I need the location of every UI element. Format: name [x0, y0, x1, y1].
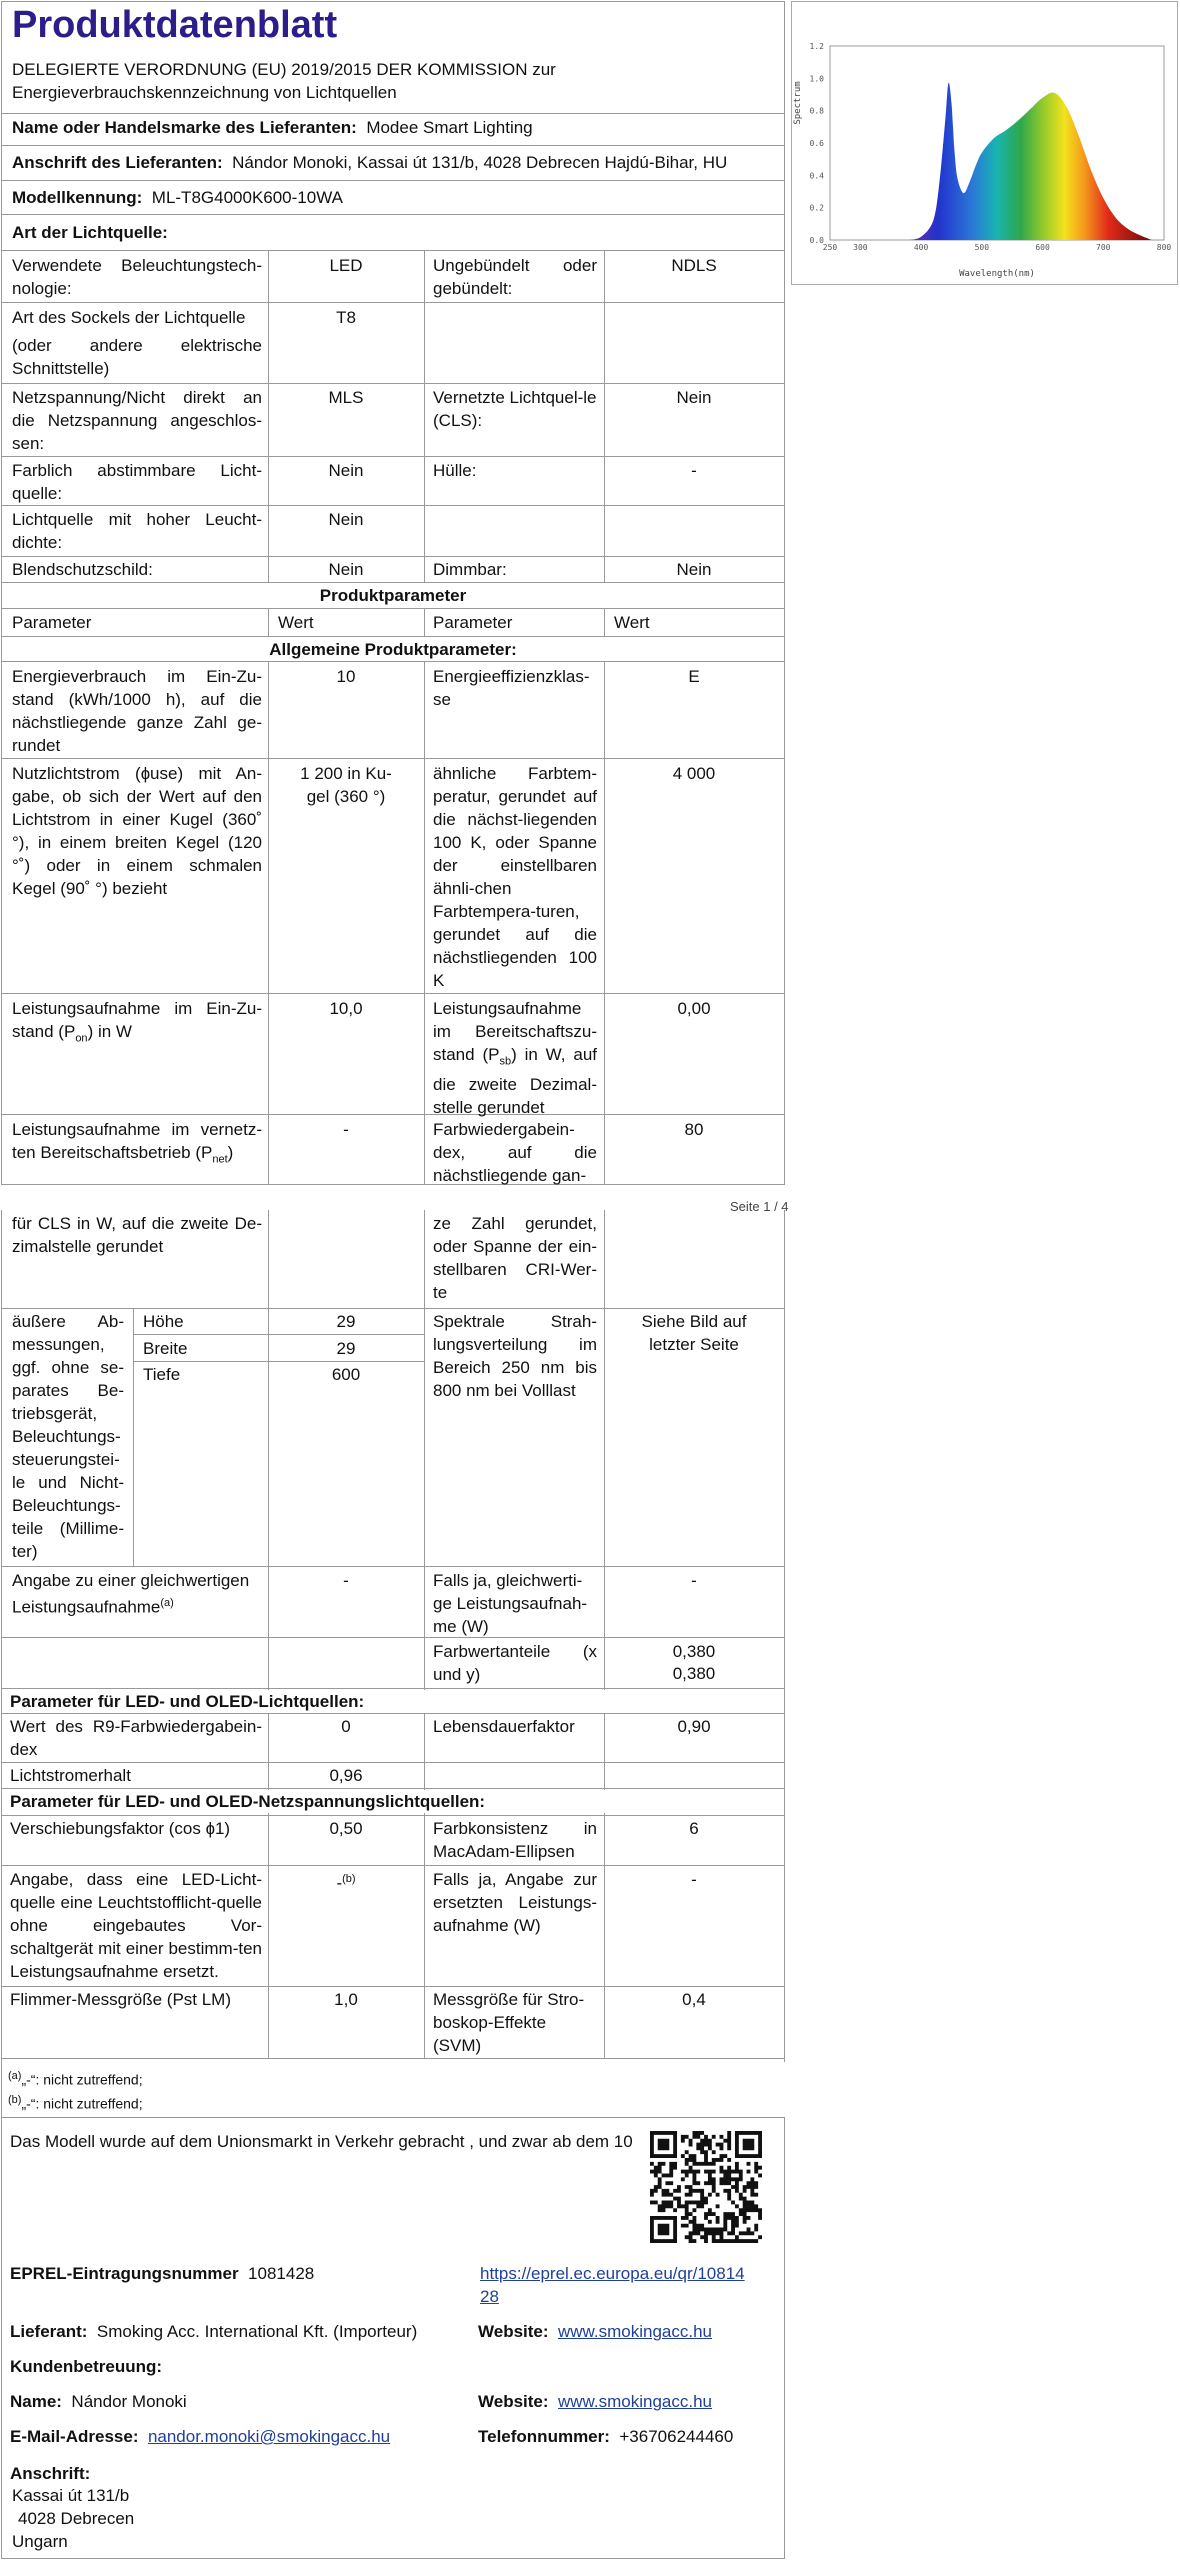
energy-class-value: E: [688, 667, 700, 686]
supplier-row: Name oder Handelsmarke des Lieferanten: Modee Smart Lighting: [12, 118, 533, 137]
pon-label: Leistungsaufnahme im Ein-Zu-stand $(P_{on})$ in W: [12, 999, 262, 1045]
cct-value: 4 000: [672, 764, 716, 783]
spectrum-area: [909, 83, 1152, 240]
phone-row: Telefonnummer: +36706244460: [478, 2427, 734, 2446]
address-heading: Anschrift:: [10, 2464, 91, 2483]
col-value-1: Wert: [278, 613, 314, 632]
cri-label-cont: ze Zahl gerundet, oder Spanne der ein-stellbaren CRI-Wer-te: [433, 1214, 597, 1302]
depth-value: 600: [331, 1365, 361, 1384]
displacement-label: Verschiebungsfaktor (cos ɸ1): [10, 1819, 231, 1838]
flicker-label: Flimmer-Messgröße (Pst LM): [10, 1990, 232, 2009]
col-param-2: Parameter: [433, 613, 513, 632]
spd-label: Spektrale Strah-lungsverteilung im Bereich 250 nm bis 800 nm bei Volllast: [433, 1312, 597, 1400]
support-heading: Kundenbetreuung:: [10, 2357, 163, 2376]
glare-label: Blendschutzschild:: [12, 560, 153, 579]
page-title: Produktdatenblatt: [12, 4, 338, 46]
x-tick-label: 250: [822, 243, 838, 252]
glare-value: Nein: [328, 560, 364, 579]
envelope-label: Hülle:: [433, 461, 477, 480]
x-tick-label: 700: [1096, 243, 1111, 252]
r9-value: 0: [341, 1717, 351, 1736]
x-tick-label: 300: [853, 243, 868, 252]
product-params-heading: Produktparameter: [319, 586, 467, 605]
equivalent-power2-value: -: [691, 1571, 697, 1590]
address-row: Anschrift des Lieferanten: Nándor Monoki, Kassai út 131/b, 4028 Debrecen Hajdú-Bihar, HU: [12, 153, 728, 172]
spd-value: Siehe Bild auf letzter Seite: [641, 1312, 747, 1354]
type-heading: Art der Lichtquelle:: [12, 223, 168, 242]
qr-code[interactable]: [650, 2131, 762, 2243]
mains-value: MLS: [328, 388, 364, 407]
pnet-value: -: [343, 1120, 349, 1139]
website-link[interactable]: www.smokingacc.hu: [558, 2322, 713, 2341]
cls-label: Vernetzte Lichtquel-le (CLS):: [433, 388, 597, 430]
y-tick-label: 1.2: [809, 42, 824, 51]
luminance-label: Lichtquelle mit hoher Leucht-dichte:: [12, 510, 262, 552]
spectrum-chart: [791, 1, 1178, 285]
y-tick-label: 0.4: [809, 171, 824, 181]
technology-label: Verwendete Beleuchtungstech-nologie:: [12, 256, 262, 298]
replacement-label: Angabe, dass eine LED-Licht-quelle eine Leuchtstofflicht-quelle ohne eingebautes Vor-schaltgerät mit einer bestimm-ten Leistungsaufnahme ersetzt.: [10, 1870, 262, 1981]
envelope-value: -: [691, 461, 697, 480]
width-label: Breite: [143, 1339, 188, 1358]
model-row: Modellkennung: ML-T8G4000K600-10WA: [12, 188, 343, 207]
r9-label: Wert des R9-Farbwiedergabein-dex: [10, 1717, 262, 1759]
flux-label: Nutzlichtstrom (ɸuse) mit An-gabe, ob sich der Wert auf den Lichtstrom in einer Kugel (360˚ °), in einem breiten Kegel (120 °˚) oder in einem schmalen Kegel (90˚ °) bezieht: [12, 764, 262, 898]
cap-label-cont: (oder andere elektrische Schnittstelle): [12, 336, 262, 378]
email-row: E-Mail-Adresse: nandor.monoki@smokingacc.hu: [10, 2427, 391, 2446]
energy-label: Energieverbrauch im Ein-Zu-stand (kWh/1000 h), auf die nächstliegende ganze Zahl ge-rundet: [12, 667, 262, 755]
cri-value: 80: [684, 1120, 704, 1139]
email-link[interactable]: nandor.monoki@smokingacc.hu: [147, 2427, 391, 2446]
equivalent-power-label: Angabe zu einer gleichwertigen Leistungsaufnahme$^{(a)}$: [12, 1571, 250, 1617]
eprel-row: EPREL-Eintragungsnummer 1081428: [10, 2264, 315, 2283]
mains-label: Netzspannung/Nicht direkt an die Netzspannung angeschlos-sen:: [12, 388, 262, 453]
address-line-3: Ungarn: [12, 2532, 68, 2551]
y-tick-label: 0.0: [809, 236, 824, 245]
equivalent-power2-label: Falls ja, gleichwerti-ge Leistungsaufnah-me (W): [433, 1571, 588, 1636]
svm-value: 0,4: [682, 1990, 706, 2009]
page-number: Seite 1 / 4: [730, 1199, 789, 1214]
psb-label: Leistungsaufnahme im Bereitschaftszu-stand $(P_{sb})$ in W, auf die zweite Dezimal-stelle gerundet: [433, 999, 598, 1118]
pnet-label-cont: für CLS in W, auf die zweite De-zimalstelle gerundet: [12, 1214, 262, 1256]
footnote-a: $^{(a)}$„-“: nicht zutreffend;: [8, 2070, 143, 2088]
y-tick-label: 1.0: [809, 74, 824, 84]
technology-value: LED: [329, 256, 363, 275]
y-axis-label: Spectrum: [793, 81, 803, 125]
cri-label: Farbwiedergabein-dex, auf die nächstliegende gan-: [433, 1120, 597, 1185]
col-value-2: Wert: [614, 613, 650, 632]
x-tick-label: 400: [913, 243, 929, 252]
x-tick-label: 600: [1035, 243, 1050, 252]
x-tick-label: 500: [974, 243, 990, 252]
psb-value: 0,00: [677, 999, 711, 1018]
height-label: Höhe: [143, 1312, 184, 1331]
tunable-value: Nein: [328, 461, 364, 480]
replacement2-label: Falls ja, Angabe zur ersetzten Leistungs-aufnahme (W): [433, 1870, 597, 1935]
address-line-2: 4028 Debrecen: [18, 2509, 135, 2528]
svm-label: Messgröße für Stro-boskop-Effekte (SVM): [433, 1990, 585, 2055]
macadam-value: 6: [689, 1819, 699, 1838]
cls-value: Nein: [676, 388, 712, 407]
qr-modules: [650, 2131, 762, 2243]
replacement2-value: -: [691, 1870, 697, 1889]
contact-name-row: Name: Nándor Monoki: [10, 2392, 187, 2411]
dimensions-label: äußere Ab-messungen, ggf. ohne se-parates Be-triebsgerät, Beleuchtungs-steuerungstei-le und Nicht-Beleuchtungs-teile (Millime-ter): [12, 1312, 124, 1561]
cct-label: ähnliche Farbtem-peratur, gerundet auf die nächst-liegenden 100 K, oder Spanne der einstellbaren ähnli-chen Farbtempera-turen, gerundet auf die nächstliegenden 100 K: [433, 764, 597, 990]
chromaticity-x: 0,380: [672, 1642, 716, 1661]
survival-label: Lebensdauerfaktor: [433, 1717, 575, 1736]
pnet-label: Leistungsaufnahme im vernetz-ten Bereitschaftsbetrieb $(P_{net})$: [12, 1120, 262, 1166]
chromaticity-y: 0,380: [672, 1664, 716, 1683]
flicker-value: 1,0: [334, 1990, 358, 2009]
market-date-text: Das Modell wurde auf dem Unionsmarkt in Verkehr gebracht , und zwar ab dem 10: [10, 2132, 633, 2151]
general-params-heading: Allgemeine Produktparameter:: [269, 640, 517, 659]
replacement-value: -$^{(b)}$: [336, 1873, 356, 1893]
survival-value: 0,90: [677, 1717, 711, 1736]
flux-value: 1 200 in Ku-gel (360 °): [300, 764, 392, 806]
website2-row: Website: www.smokingacc.hu: [478, 2392, 713, 2411]
footnote-b: $^{(b)}$„-“: nicht zutreffend;: [8, 2094, 143, 2112]
led-params-heading: Parameter für LED- und OLED-Lichtquellen:: [10, 1690, 780, 1713]
website2-link[interactable]: www.smokingacc.hu: [558, 2392, 713, 2411]
website-row: Website: www.smokingacc.hu: [478, 2322, 713, 2341]
y-tick-label: 0.8: [809, 106, 824, 116]
energy-value: 10: [336, 667, 356, 686]
spectrum-plot: [792, 2, 1177, 284]
cap-value: T8: [336, 308, 356, 327]
lumen-maintenance-value: 0,96: [329, 1766, 363, 1785]
dimmable-value: Nein: [676, 560, 712, 579]
address-line-1: Kassai út 131/b: [12, 2486, 130, 2505]
pon-value: 10,0: [329, 999, 363, 1018]
depth-label: Tiefe: [143, 1365, 181, 1384]
equivalent-power-value: -: [343, 1571, 349, 1590]
height-value: 29: [336, 1312, 356, 1331]
y-tick-label: 0.2: [809, 203, 824, 213]
directional-value: NDLS: [671, 256, 717, 275]
displacement-value: 0,50: [329, 1819, 363, 1838]
eprel-link[interactable]: https://eprel.ec.europa.eu/qr/1081428: [480, 2264, 745, 2306]
width-value: 29: [336, 1339, 356, 1358]
dimmable-label: Dimmbar:: [433, 560, 507, 579]
mls-params-heading: Parameter für LED- und OLED-Netzspannungslichtquellen:: [10, 1790, 780, 1813]
regulation-text: DELEGIERTE VERORDNUNG (EU) 2019/2015 DER KOMMISSION zur Energieverbrauchskennzeichnung von Lichtquellen: [12, 60, 556, 102]
supplier-footer-row: Lieferant: Smoking Acc. International Kft. (Importeur): [10, 2322, 418, 2341]
energy-class-label: Energieeffizienzklas-se: [433, 667, 590, 709]
luminance-value: Nein: [328, 510, 364, 529]
y-tick-label: 0.6: [809, 139, 824, 148]
x-tick-label: 800: [1156, 243, 1172, 252]
lumen-maintenance-label: Lichtstromerhalt: [10, 1766, 131, 1785]
directional-label: Ungebündelt oder gebündelt:: [433, 256, 597, 298]
tunable-label: Farblich abstimmbare Licht-quelle:: [12, 461, 262, 503]
chromaticity-label: Farbwertanteile (x und y): [433, 1642, 597, 1684]
cap-label: Art des Sockels der Lichtquelle: [12, 308, 246, 327]
macadam-label: Farbkonsistenz in MacAdam-Ellipsen: [433, 1819, 597, 1861]
col-param-1: Parameter: [12, 613, 92, 632]
x-axis-label: Wavelength(nm): [959, 269, 1035, 279]
